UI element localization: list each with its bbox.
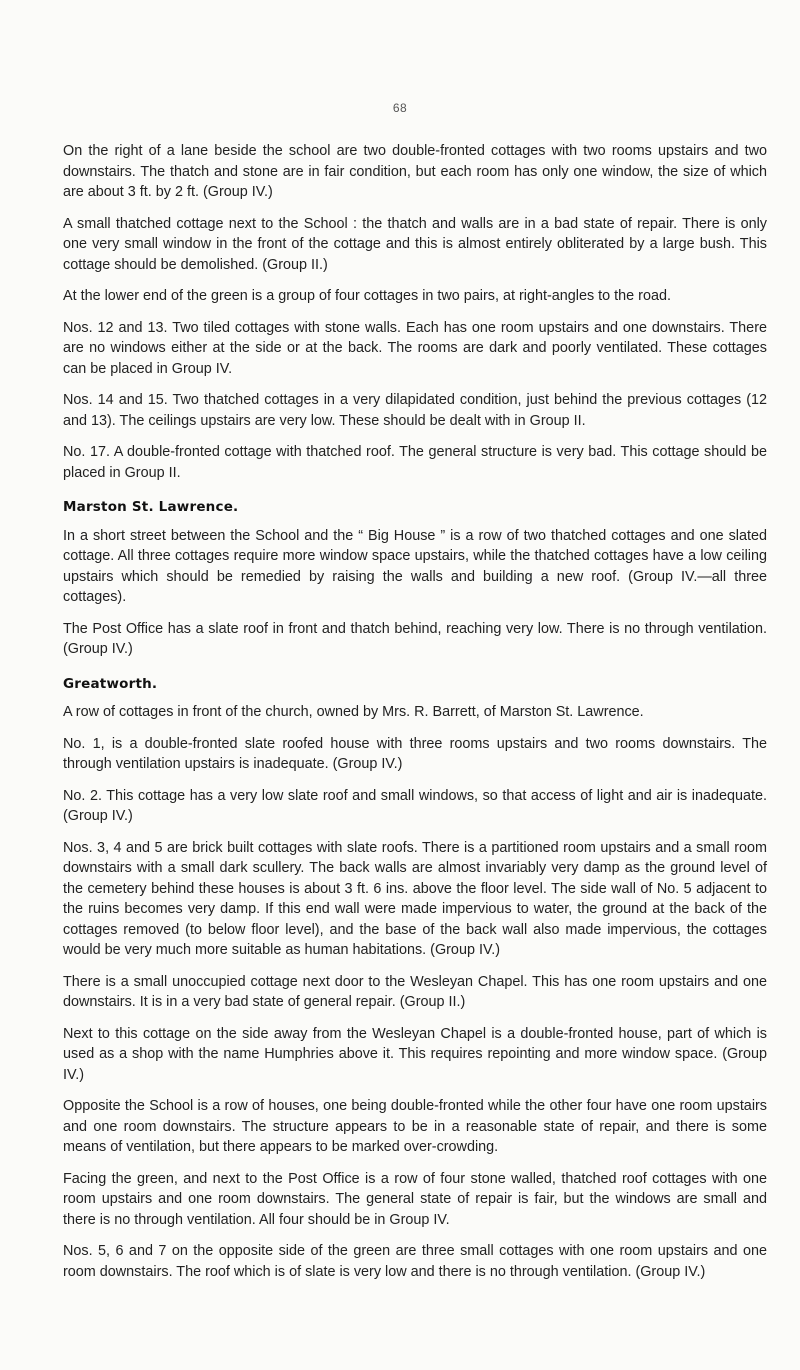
paragraph: Next to this cottage on the side away from the Wesleyan Chapel is a double-fronted house, part of which is used as a shop with the name Humphries above it. This requires repointing and more window space. (Group IV.) — [63, 1025, 767, 1083]
paragraph: A row of cottages in front of the church, owned by Mrs. R. Barrett, of Marston St. Lawrence. — [63, 704, 644, 720]
paragraph: Nos. 3, 4 and 5 are brick built cottages with slate roofs. There is a partitioned room upstairs and a small room downstairs with a small dark scullery. The back walls are almost invariably very damp as the ground level of the cemetery behind these houses is about 3 ft. 6 ins. above the floor level. The side wall of No. 5 adjacent to the ruins becomes very damp. If this end wall were made impervious to water, the ground at the back of the cottages removed (to below floor level), and the base of the back wall also made impervious, the cottages would be very much more suitable as human habitations. (Group IV.) — [63, 839, 767, 958]
paragraph: No. 1, is a double-fronted slate roofed house with three rooms upstairs and two rooms downstairs. The through ventilation upstairs is inadequate. (Group IV.) — [63, 735, 767, 772]
paragraph: At the lower end of the green is a group of four cottages in two pairs, at right-angles to the road. — [63, 288, 671, 304]
page-number: 68 — [392, 101, 408, 115]
paragraph: No. 17. A double-fronted cottage with thatched roof. The general structure is very bad. This cottage should be placed in Group II. — [63, 444, 767, 481]
paragraph: There is a small unoccupied cottage next door to the Wesleyan Chapel. This has one room upstairs and one downstairs. It is in a very bad state of general repair. (Group II.) — [63, 973, 767, 1010]
section-heading: Marston St. Lawrence. — [63, 499, 239, 515]
paragraph: Nos. 5, 6 and 7 on the opposite side of the green are three small cottages with one room upstairs and one room downstairs. The roof which is of slate is very low and there is no through ventilation. (Group IV.) — [63, 1243, 767, 1280]
paragraph: No. 2. This cottage has a very low slate roof and small windows, so that access of light and air is inadequate. (Group IV.) — [63, 787, 767, 824]
paragraph: Nos. 12 and 13. Two tiled cottages with stone walls. Each has one room upstairs and one downstairs. There are no windows either at the side or at the back. The rooms are dark and poorly ventilated. These cottages can be placed in Group IV. — [63, 319, 767, 377]
document-body — [63, 141, 767, 1293]
paragraph: Opposite the School is a row of houses, one being double-fronted while the other four have one room upstairs and one room downstairs. The structure appears to be in a reasonable state of repair, and there is some means of ventilation, but there appears to be marked over-crowding. — [63, 1098, 767, 1155]
paragraph: On the right of a lane beside the school are two double-fronted cottages with two rooms upstairs and two downstairs. The thatch and stone are in fair condition, but each room has only one window, the size of which are about 3 ft. by 2 ft. (Group IV.) — [63, 143, 767, 200]
paragraph: A small thatched cottage next to the School : the thatch and walls are in a bad state of repair. There is only one very small window in the front of the cottage and this is almost entirely obliterated by a large bush. This cottage should be demolished. (Group II.) — [63, 215, 767, 273]
paragraph: In a short street between the School and the “ Big House ” is a row of two thatched cottages and one slated cottage. All three cottages require more window space upstairs, while the thatched cottages have a low ceiling upstairs which should be remedied by raising the walls and building a new roof. (Group IV.—all three cottages). — [63, 527, 767, 605]
paragraph: Nos. 14 and 15. Two thatched cottages in a very dilapidated condition, just behind the previous cottages (12 and 13). The ceilings upstairs are very low. These should be dealt with in Group II. — [63, 392, 767, 429]
section-heading: Greatworth. — [63, 675, 158, 692]
paragraph: Facing the green, and next to the Post Office is a row of four stone walled, thatched roof cottages with one room upstairs and one room downstairs. The general state of repair is fair, but the windows are small and there is no through ventilation. All four should be in Group IV. — [63, 1170, 767, 1228]
paragraph: The Post Office has a slate roof in front and thatch behind, reaching very low. There is no through ventilation. (Group IV.) — [63, 620, 767, 657]
